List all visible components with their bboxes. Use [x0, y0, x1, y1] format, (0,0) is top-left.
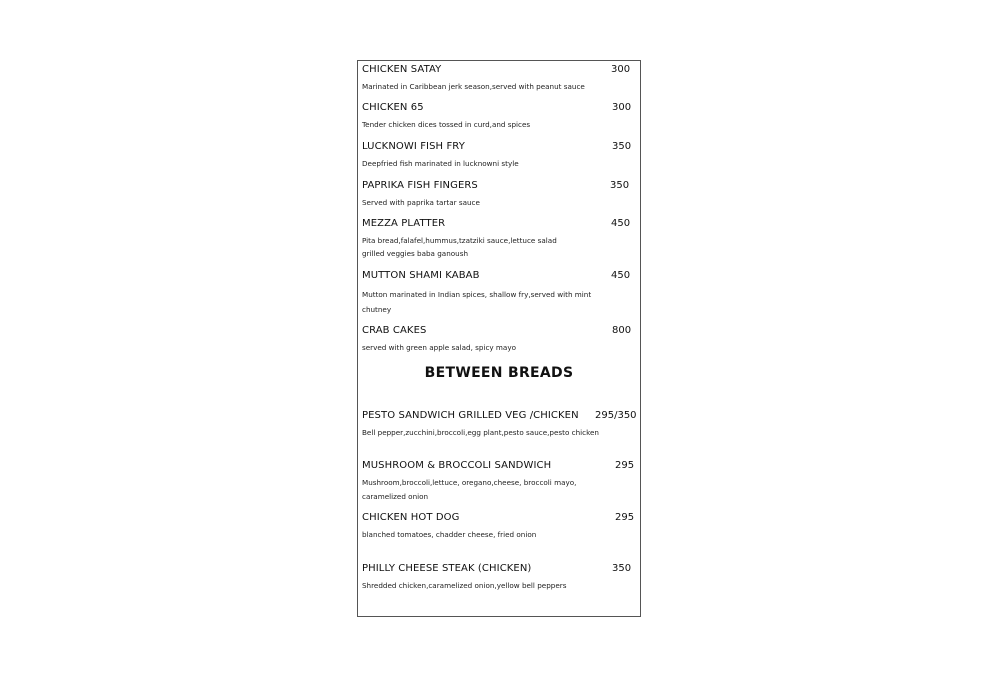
- item-description: Mutton marinated in Indian spices, shallow fry,served with mint: [362, 290, 592, 299]
- item-price: 450: [611, 270, 631, 281]
- item-description: Mushroom,broccoli,lettuce, oregano,cheese, broccoli mayo,: [362, 478, 577, 487]
- item-description: Tender chicken dices tossed in curd,and spices: [362, 120, 531, 129]
- item-price: 295/350: [595, 410, 637, 421]
- item-name: MUTTON SHAMI KABAB: [362, 270, 480, 281]
- item-description: grilled veggies baba ganoush: [362, 249, 469, 258]
- item-name: LUCKNOWI FISH FRY: [362, 141, 465, 152]
- item-description: Deepfried fish marinated in lucknowni style: [362, 159, 519, 168]
- item-description: served with green apple salad, spicy mayo: [362, 343, 516, 352]
- item-name: PHILLY CHEESE STEAK (CHICKEN): [362, 563, 532, 574]
- item-description: Bell pepper,zucchini,broccoli,egg plant,pesto sauce,pesto chicken: [362, 428, 599, 437]
- item-price: 295: [615, 512, 635, 523]
- item-name: CHICKEN SATAY: [362, 64, 442, 75]
- item-name: CHICKEN 65: [362, 102, 424, 113]
- item-name: PAPRIKA FISH FINGERS: [362, 180, 478, 191]
- item-name: CRAB CAKES: [362, 325, 427, 336]
- item-name: MEZZA PLATTER: [362, 218, 446, 229]
- item-price: 295: [615, 460, 635, 471]
- section-heading: BETWEEN BREADS: [424, 365, 574, 381]
- item-price: 350: [612, 563, 632, 574]
- item-description: Served with paprika tartar sauce: [362, 198, 480, 207]
- item-description: blanched tomatoes, chadder cheese, fried onion: [362, 530, 537, 539]
- item-description: Marinated in Caribbean jerk season,served with peanut sauce: [362, 82, 585, 91]
- item-description: Shredded chicken,caramelized onion,yellow bell peppers: [362, 581, 567, 590]
- item-description: Pita bread,falafel,hummus,tzatziki sauce,lettuce salad: [362, 236, 557, 245]
- item-price: 350: [612, 141, 632, 152]
- item-name: MUSHROOM & BROCCOLI SANDWICH: [362, 460, 552, 471]
- item-price: 350: [610, 180, 630, 191]
- item-price: 450: [611, 218, 631, 229]
- item-price: 800: [612, 325, 632, 336]
- item-price: 300: [611, 64, 631, 75]
- item-name: CHICKEN HOT DOG: [362, 512, 460, 523]
- menu-card: [357, 60, 641, 617]
- item-description: caramelized onion: [362, 492, 429, 501]
- item-price: 300: [612, 102, 632, 113]
- item-name: PESTO SANDWICH GRILLED VEG /CHICKEN: [362, 410, 579, 421]
- item-description: chutney: [362, 305, 392, 314]
